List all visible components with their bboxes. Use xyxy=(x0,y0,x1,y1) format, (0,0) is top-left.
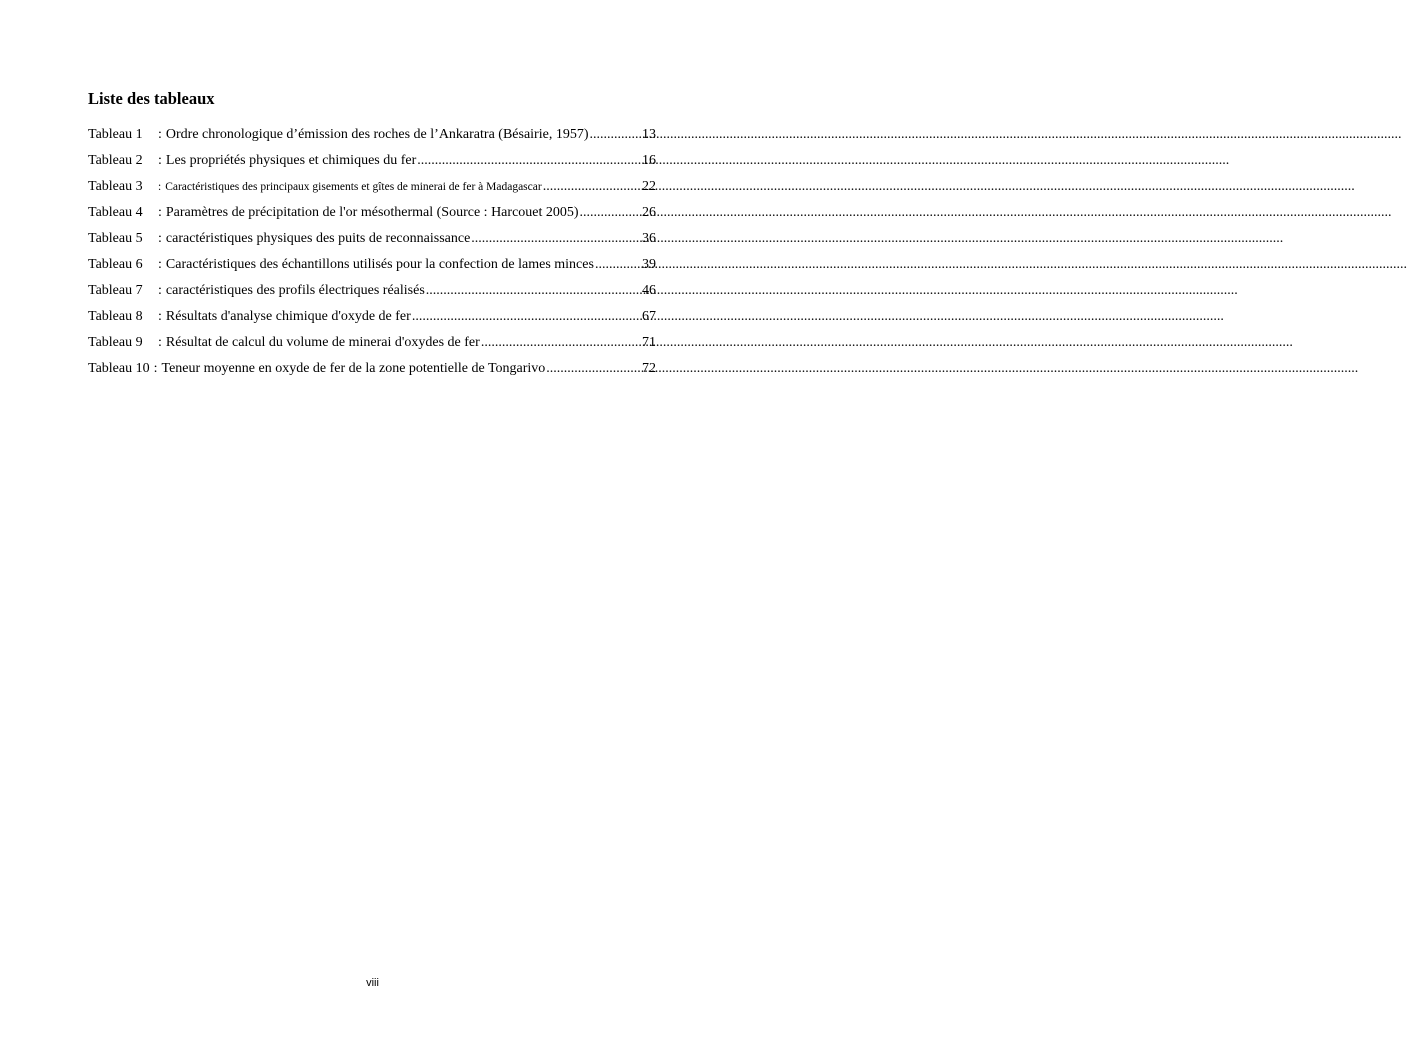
dot-leader xyxy=(417,148,641,174)
entry-label: Tableau 8 xyxy=(88,309,143,324)
entry-page-number: 36 xyxy=(642,231,656,246)
list-item[interactable] xyxy=(88,278,656,304)
dot-leader xyxy=(595,252,641,278)
entry-separator: : xyxy=(158,335,162,350)
table-list xyxy=(88,122,656,382)
entry-title: Les propriétés physiques et chimiques du fer xyxy=(165,153,417,168)
entry-title: caractéristiques physiques des puits de reconnaissance xyxy=(165,231,471,246)
entry-label: Tableau 7 xyxy=(88,283,143,298)
dot-leader xyxy=(546,356,641,382)
list-item[interactable] xyxy=(88,356,656,382)
entry-title: Résultat de calcul du volume de minerai d'oxydes de fer xyxy=(165,335,480,350)
entry-label: Tableau 9 xyxy=(88,335,143,350)
list-item[interactable] xyxy=(88,200,656,226)
entry-title: Teneur moyenne en oxyde de fer de la zone potentielle de Tongarivo xyxy=(161,361,546,376)
list-item[interactable] xyxy=(88,330,656,356)
entry-separator: : xyxy=(158,309,162,324)
entry-page-number: 72 xyxy=(642,361,656,376)
entry-page-number: 67 xyxy=(642,309,656,324)
entry-title: Ordre chronologique d’émission des roches de l’Ankaratra (Bésairie, 1957) xyxy=(165,127,589,142)
list-item[interactable] xyxy=(88,148,656,174)
entry-page-number: 46 xyxy=(642,283,656,298)
entry-title: Caractéristiques des principaux gisements et gîtes de minerai de fer à Madagascar xyxy=(165,181,542,193)
list-item[interactable] xyxy=(88,174,656,200)
entry-page-number: 13 xyxy=(642,127,656,142)
entry-separator: : xyxy=(158,257,162,272)
entry-page-number: 39 xyxy=(642,257,656,272)
dot-leader xyxy=(481,330,641,356)
page-title: Liste des tableaux xyxy=(88,89,215,108)
entry-title: Caractéristiques des échantillons utilisés pour la confection de lames minces xyxy=(165,257,594,272)
entry-label: Tableau 2 xyxy=(88,153,143,168)
entry-title: caractéristiques des profils électriques réalisés xyxy=(165,283,425,298)
entry-page-number: 26 xyxy=(642,205,656,220)
dot-leader xyxy=(543,174,641,200)
entry-page-number: 22 xyxy=(642,179,656,194)
entry-page-number: 71 xyxy=(642,335,656,350)
entry-title: Paramètres de précipitation de l'or mésothermal (Source : Harcouet 2005) xyxy=(165,205,579,220)
entry-separator: : xyxy=(153,361,158,376)
entry-label: Tableau 1 xyxy=(88,127,143,142)
page-number: viii xyxy=(366,977,379,989)
entry-separator: : xyxy=(158,127,162,142)
entry-page-number: 16 xyxy=(642,153,656,168)
entry-label: Tableau 10 xyxy=(88,361,150,376)
entry-title: Résultats d'analyse chimique d'oxyde de fer xyxy=(165,309,411,324)
list-item[interactable] xyxy=(88,252,656,278)
dot-leader xyxy=(412,304,641,330)
entry-separator: : xyxy=(158,231,162,246)
entry-label: Tableau 6 xyxy=(88,257,143,272)
entry-separator: : xyxy=(158,153,162,168)
entry-separator: : xyxy=(158,205,162,220)
list-item[interactable] xyxy=(88,304,656,330)
dot-leader xyxy=(426,278,641,304)
entry-separator: : xyxy=(158,283,162,298)
dot-leader xyxy=(589,122,641,148)
list-item[interactable] xyxy=(88,122,656,148)
entry-label: Tableau 5 xyxy=(88,231,143,246)
entry-label: Tableau 4 xyxy=(88,205,143,220)
list-item[interactable] xyxy=(88,226,656,252)
dot-leader xyxy=(580,200,641,226)
entry-separator: : xyxy=(158,181,162,193)
entry-label: Tableau 3 xyxy=(88,179,143,194)
dot-leader xyxy=(471,226,641,252)
